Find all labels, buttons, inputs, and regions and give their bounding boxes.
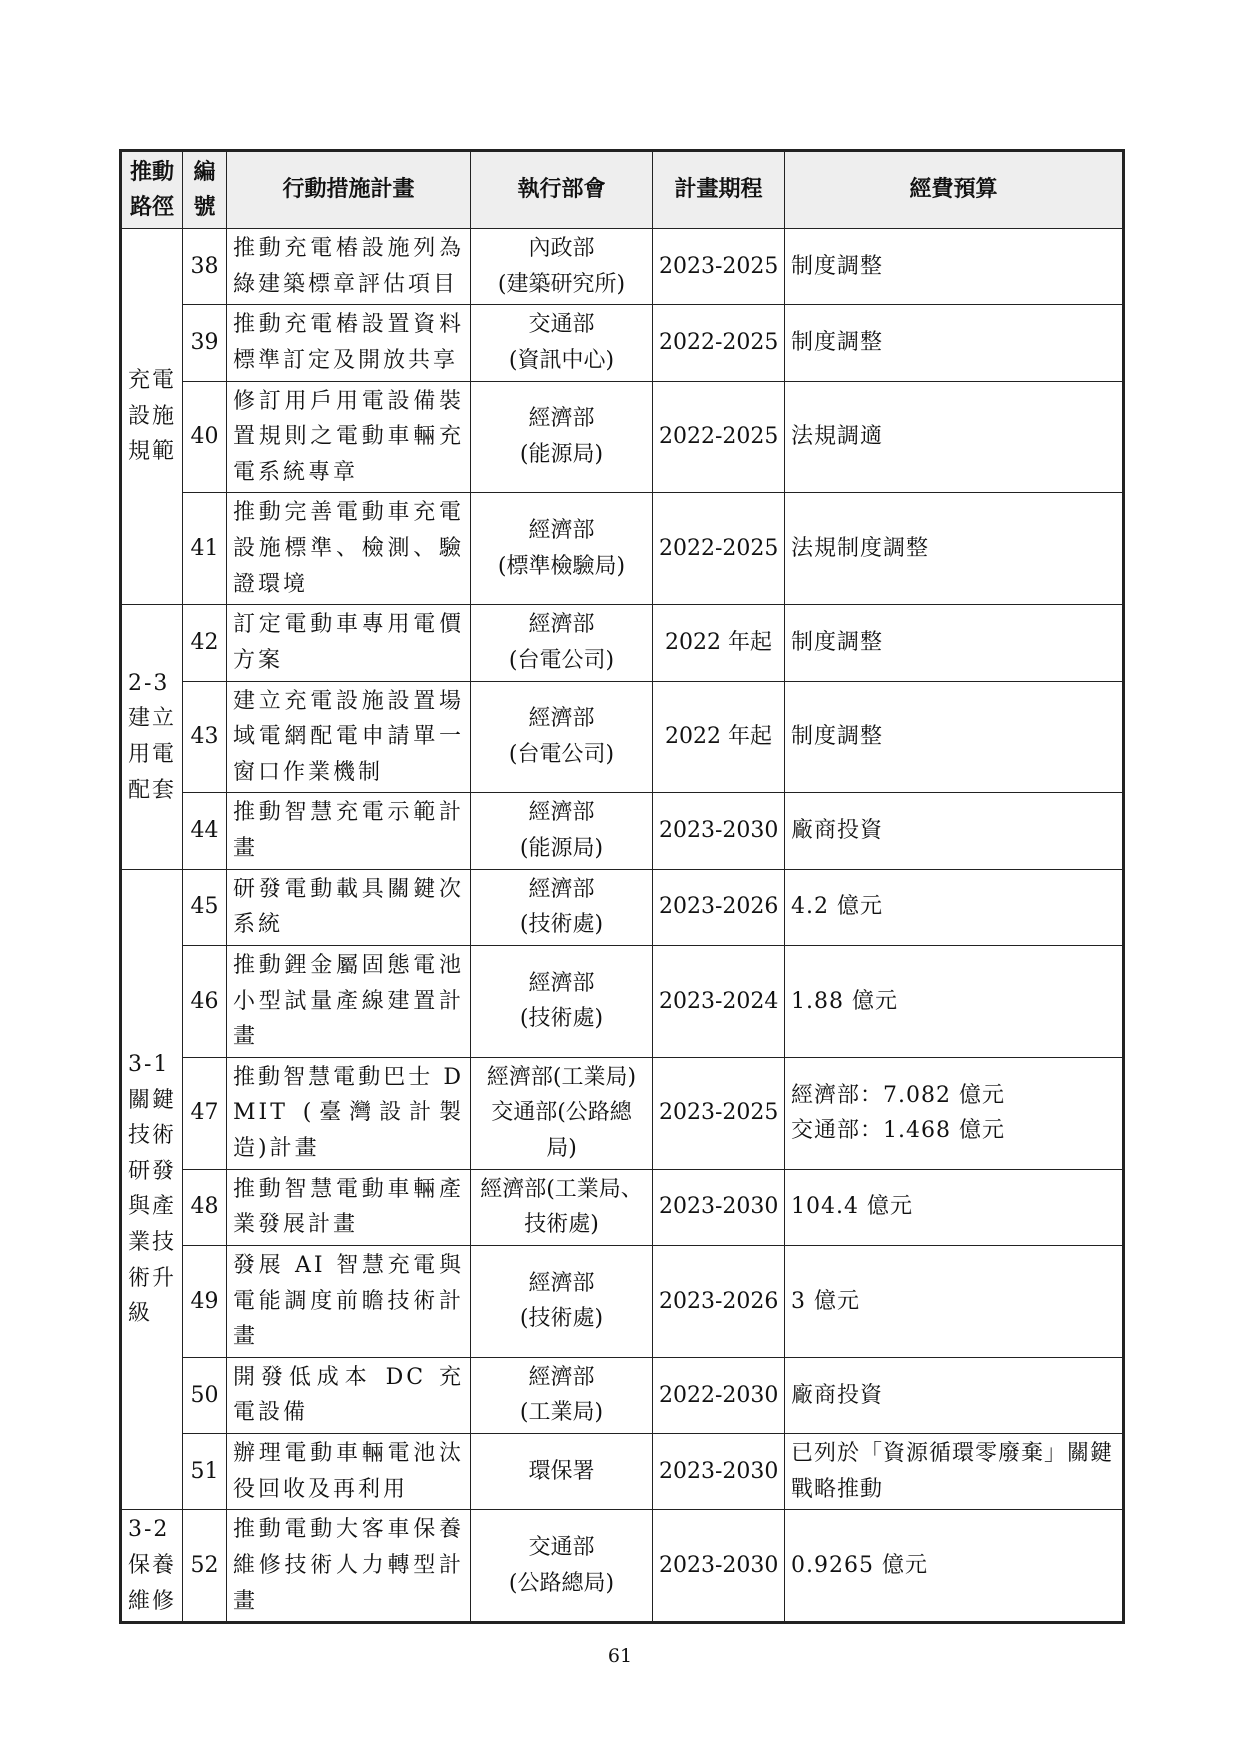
department-line: 經濟部 bbox=[528, 970, 595, 996]
table-header-row bbox=[121, 151, 1124, 229]
department-cell bbox=[471, 1510, 653, 1623]
department-cell bbox=[471, 681, 653, 793]
department-line: 經濟部 bbox=[528, 1270, 595, 1296]
table-row bbox=[121, 945, 1124, 1057]
table-row bbox=[121, 1434, 1124, 1510]
department-cell bbox=[471, 945, 653, 1057]
row-number: 47 bbox=[183, 1057, 227, 1169]
table-row bbox=[121, 605, 1124, 681]
period-cell: 2022-2025 bbox=[653, 493, 785, 605]
row-number: 48 bbox=[183, 1169, 227, 1245]
measure-cell: 推動鋰金屬固態電池小型試量產線建置計畫 bbox=[227, 945, 471, 1057]
path-cell: 2-3 建立用電配套 bbox=[121, 605, 183, 869]
department-cell bbox=[471, 605, 653, 681]
row-number: 41 bbox=[183, 493, 227, 605]
department-cell bbox=[471, 1434, 653, 1510]
department-line: 交通部(公路總局) bbox=[491, 1100, 632, 1161]
budget-line: 廠商投資 bbox=[791, 1382, 884, 1408]
department-cell bbox=[471, 1057, 653, 1169]
department-line: (台電公司) bbox=[508, 647, 615, 673]
period-cell: 2022-2025 bbox=[653, 305, 785, 381]
period-cell: 2023-2030 bbox=[653, 793, 785, 869]
period-cell: 2023-2026 bbox=[653, 869, 785, 945]
measure-cell: 推動充電樁設施列為綠建築標章評估項目 bbox=[227, 229, 471, 305]
measure-cell: 發展 AI 智慧充電與電能調度前瞻技術計畫 bbox=[227, 1245, 471, 1357]
budget-cell bbox=[785, 1510, 1124, 1623]
budget-line: 法規調適 bbox=[791, 424, 884, 450]
table-row bbox=[121, 1357, 1124, 1433]
department-line: 經濟部(工業局) bbox=[486, 1064, 637, 1090]
row-number: 38 bbox=[183, 229, 227, 305]
table-row bbox=[121, 381, 1124, 493]
measure-cell: 辦理電動車輛電池汰役回收及再利用 bbox=[227, 1434, 471, 1510]
budget-cell bbox=[785, 493, 1124, 605]
budget-cell bbox=[785, 1357, 1124, 1433]
budget-line: 經濟部：7.082 億元 bbox=[791, 1082, 1005, 1108]
row-number: 42 bbox=[183, 605, 227, 681]
budget-line: 制度調整 bbox=[791, 330, 884, 356]
department-cell bbox=[471, 381, 653, 493]
row-number: 45 bbox=[183, 869, 227, 945]
department-line: 經濟部 bbox=[528, 876, 595, 902]
table-row bbox=[121, 869, 1124, 945]
row-number: 49 bbox=[183, 1245, 227, 1357]
budget-cell bbox=[785, 381, 1124, 493]
department-cell bbox=[471, 305, 653, 381]
page-number: 61 bbox=[607, 1645, 633, 1667]
department-line: (公路總局) bbox=[508, 1570, 615, 1596]
department-line: (技術處) bbox=[519, 1306, 604, 1332]
department-line: (資訊中心) bbox=[508, 347, 615, 373]
row-number: 43 bbox=[183, 681, 227, 793]
department-line: 經濟部 bbox=[528, 612, 595, 638]
path-cell: 充電設施規範 bbox=[121, 229, 183, 605]
measure-cell: 推動完善電動車充電設施標準、檢測、驗證環境 bbox=[227, 493, 471, 605]
measure-cell: 修訂用戶用電設備裝置規則之電動車輛充電系統專章 bbox=[227, 381, 471, 493]
period-cell: 2023-2030 bbox=[653, 1169, 785, 1245]
department-cell bbox=[471, 869, 653, 945]
department-cell bbox=[471, 1245, 653, 1357]
department-line: 經濟部 bbox=[528, 800, 595, 826]
budget-cell bbox=[785, 605, 1124, 681]
period-cell: 2022-2025 bbox=[653, 381, 785, 493]
department-line: (標準檢驗局) bbox=[497, 553, 626, 579]
header-department: 執行部會 bbox=[471, 151, 653, 229]
department-line: 內政部 bbox=[528, 236, 595, 261]
header-measure: 行動措施計畫 bbox=[227, 151, 471, 229]
budget-line: 3 億元 bbox=[791, 1288, 860, 1314]
budget-line: 制度調整 bbox=[791, 630, 884, 656]
department-line: 經濟部 bbox=[528, 518, 595, 544]
table-row bbox=[121, 493, 1124, 605]
budget-line: 4.2 億元 bbox=[791, 894, 883, 920]
row-number: 46 bbox=[183, 945, 227, 1057]
period-cell: 2022 年起 bbox=[653, 681, 785, 793]
budget-line: 已列於「資源循環零廢棄」關鍵戰略推動 bbox=[791, 1441, 1114, 1502]
period-cell: 2023-2025 bbox=[653, 1057, 785, 1169]
budget-cell bbox=[785, 229, 1124, 305]
budget-cell bbox=[785, 1434, 1124, 1510]
measure-cell: 推動電動大客車保養維修技術人力轉型計畫 bbox=[227, 1510, 471, 1623]
department-line: 經濟部 bbox=[528, 406, 595, 432]
measure-cell: 推動智慧充電示範計畫 bbox=[227, 793, 471, 869]
budget-line: 1.88 億元 bbox=[791, 988, 898, 1014]
department-line: (台電公司) bbox=[508, 741, 615, 767]
budget-line: 法規制度調整 bbox=[791, 536, 930, 561]
department-line: (能源局) bbox=[519, 441, 604, 467]
department-cell bbox=[471, 229, 653, 305]
path-cell: 3-2 保養維修 bbox=[121, 1510, 183, 1623]
table-row bbox=[121, 1169, 1124, 1245]
measure-cell: 開發低成本 DC 充電設備 bbox=[227, 1357, 471, 1433]
row-number: 39 bbox=[183, 305, 227, 381]
budget-cell bbox=[785, 1057, 1124, 1169]
measure-cell: 推動智慧電動巴士 DMIT (臺灣設計製造)計畫 bbox=[227, 1057, 471, 1169]
measure-cell: 訂定電動車專用電價方案 bbox=[227, 605, 471, 681]
budget-cell bbox=[785, 793, 1124, 869]
budget-line: 104.4 億元 bbox=[791, 1194, 913, 1220]
table-row bbox=[121, 1057, 1124, 1169]
budget-cell bbox=[785, 1169, 1124, 1245]
department-line: (工業局) bbox=[519, 1400, 604, 1426]
table-row bbox=[121, 305, 1124, 381]
department-cell bbox=[471, 1357, 653, 1433]
row-number: 44 bbox=[183, 793, 227, 869]
budget-cell bbox=[785, 681, 1124, 793]
budget-line: 制度調整 bbox=[791, 724, 884, 750]
table-row bbox=[121, 229, 1124, 305]
budget-line: 廠商投資 bbox=[791, 818, 884, 844]
department-cell bbox=[471, 493, 653, 605]
action-plan-table bbox=[119, 149, 1125, 1624]
table-row bbox=[121, 1510, 1124, 1623]
department-line: 交通部 bbox=[528, 1535, 595, 1561]
department-cell bbox=[471, 793, 653, 869]
row-number: 50 bbox=[183, 1357, 227, 1433]
budget-line: 制度調整 bbox=[791, 253, 884, 279]
measure-cell: 建立充電設施設置場域電網配電申請單一窗口作業機制 bbox=[227, 681, 471, 793]
budget-cell bbox=[785, 869, 1124, 945]
budget-line: 0.9265 億元 bbox=[791, 1552, 928, 1578]
table-row bbox=[121, 681, 1124, 793]
period-cell: 2023-2024 bbox=[653, 945, 785, 1057]
header-path: 推動路徑 bbox=[121, 151, 183, 229]
table-row bbox=[121, 793, 1124, 869]
period-cell: 2022 年起 bbox=[653, 605, 785, 681]
department-line: 環保署 bbox=[528, 1458, 595, 1484]
department-line: (技術處) bbox=[519, 1006, 604, 1032]
period-cell: 2023-2026 bbox=[653, 1245, 785, 1357]
department-line: 交通部 bbox=[528, 312, 595, 338]
department-line: (能源局) bbox=[519, 836, 604, 861]
header-number: 編號 bbox=[183, 151, 227, 229]
header-budget: 經費預算 bbox=[785, 151, 1124, 229]
row-number: 51 bbox=[183, 1434, 227, 1510]
department-line: (建築研究所) bbox=[497, 271, 626, 297]
department-line: 經濟部(工業局、技術處) bbox=[480, 1176, 643, 1238]
budget-line: 交通部：1.468 億元 bbox=[791, 1118, 1005, 1144]
table-row bbox=[121, 1245, 1124, 1357]
row-number: 52 bbox=[183, 1510, 227, 1623]
path-cell: 3-1 關鍵技術研發與產業技術升級 bbox=[121, 869, 183, 1510]
measure-cell: 推動充電樁設置資料標準訂定及開放共享 bbox=[227, 305, 471, 381]
department-line: (技術處) bbox=[519, 912, 604, 938]
budget-cell bbox=[785, 1245, 1124, 1357]
period-cell: 2022-2030 bbox=[653, 1357, 785, 1433]
measure-cell: 推動智慧電動車輛產業發展計畫 bbox=[227, 1169, 471, 1245]
measure-cell: 研發電動載具關鍵次系統 bbox=[227, 869, 471, 945]
budget-cell bbox=[785, 305, 1124, 381]
department-line: 經濟部 bbox=[528, 706, 595, 732]
header-period: 計畫期程 bbox=[653, 151, 785, 229]
period-cell: 2023-2030 bbox=[653, 1434, 785, 1510]
budget-cell bbox=[785, 945, 1124, 1057]
row-number: 40 bbox=[183, 381, 227, 493]
department-line: 經濟部 bbox=[528, 1364, 595, 1390]
period-cell: 2023-2030 bbox=[653, 1510, 785, 1623]
period-cell: 2023-2025 bbox=[653, 229, 785, 305]
department-cell bbox=[471, 1169, 653, 1245]
